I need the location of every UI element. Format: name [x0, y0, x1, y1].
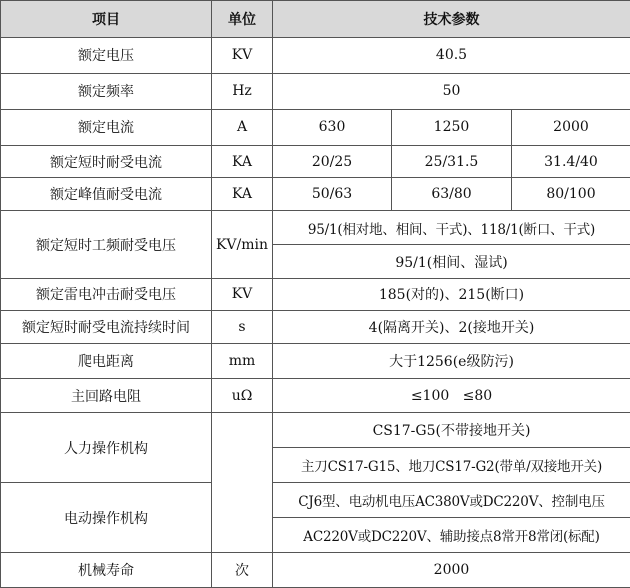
row-label: 额定雷电冲击耐受电压: [1, 279, 212, 311]
row-unit: KV: [212, 37, 273, 73]
row-label: 额定短时耐受电流: [1, 145, 212, 178]
row-value: 4(隔离开关)、2(接地开关): [273, 310, 630, 343]
row-value: 63/80: [392, 178, 512, 211]
row-unit: s: [212, 310, 273, 343]
row-unit: KA: [212, 178, 273, 211]
row-value: CS17-G5(不带接地开关): [273, 413, 630, 448]
row-value: 1250: [392, 109, 512, 145]
row-label: 机械寿命: [1, 553, 212, 588]
row-label: 额定电流: [1, 109, 212, 145]
row-value: AC220V或DC220V、辅助接点8常开8常闭(标配): [273, 518, 630, 553]
table-row: [1, 413, 630, 448]
row-value: 25/31.5: [392, 145, 512, 178]
row-label: 额定电压: [1, 37, 212, 73]
row-unit-empty: [212, 413, 273, 553]
row-unit: mm: [212, 343, 273, 378]
row-unit: KA: [212, 145, 273, 178]
table-row: [1, 343, 630, 378]
row-label: 额定峰值耐受电流: [1, 178, 212, 211]
header-item: 项目: [1, 1, 212, 38]
row-value: 2000: [273, 553, 630, 588]
row-value: 主刀CS17-G15、地刀CS17-G2(带单/双接地开关): [273, 448, 630, 483]
row-value: 80/100: [512, 178, 630, 211]
table-row: [1, 73, 630, 109]
row-value: CJ6型、电动机电压AC380V或DC220V、控制电压: [273, 483, 630, 518]
table-row: [1, 178, 630, 211]
row-value: 50/63: [273, 178, 392, 211]
table-row: [1, 145, 630, 178]
row-label: 爬电距离: [1, 343, 212, 378]
row-unit: 次: [212, 553, 273, 588]
row-unit: KV/min: [212, 211, 273, 279]
header-params: 技术参数: [273, 1, 630, 38]
row-label: 电动操作机构: [1, 483, 212, 553]
table-header-row: [1, 1, 630, 38]
row-value: 40.5: [273, 37, 630, 73]
row-unit: A: [212, 109, 273, 145]
row-label: 额定短时工频耐受电压: [1, 211, 212, 279]
table-row: [1, 37, 630, 73]
table-row: [1, 211, 630, 245]
row-unit: Hz: [212, 73, 273, 109]
row-label: 额定频率: [1, 73, 212, 109]
table-row: [1, 483, 630, 518]
row-value: 185(对的)、215(断口): [273, 279, 630, 311]
row-value: 大于1256(e级防污): [273, 343, 630, 378]
row-unit: KV: [212, 279, 273, 311]
header-unit: 单位: [212, 1, 273, 38]
table-row: [1, 553, 630, 588]
row-label: 额定短时耐受电流持续时间: [1, 310, 212, 343]
row-value: 31.4/40: [512, 145, 630, 178]
row-unit: uΩ: [212, 378, 273, 413]
table-row: [1, 109, 630, 145]
row-label: 人力操作机构: [1, 413, 212, 483]
row-value: 50: [273, 73, 630, 109]
row-value: 95/1(相对地、相间、干式)、118/1(断口、干式): [273, 211, 630, 245]
row-value: ≤100 ≤80: [273, 378, 630, 413]
table-row: [1, 310, 630, 343]
row-value: 95/1(相间、湿试): [273, 245, 630, 279]
table-row: [1, 279, 630, 311]
row-value: 20/25: [273, 145, 392, 178]
row-value: 630: [273, 109, 392, 145]
row-value: 2000: [512, 109, 630, 145]
row-label: 主回路电阻: [1, 378, 212, 413]
table-row: [1, 378, 630, 413]
